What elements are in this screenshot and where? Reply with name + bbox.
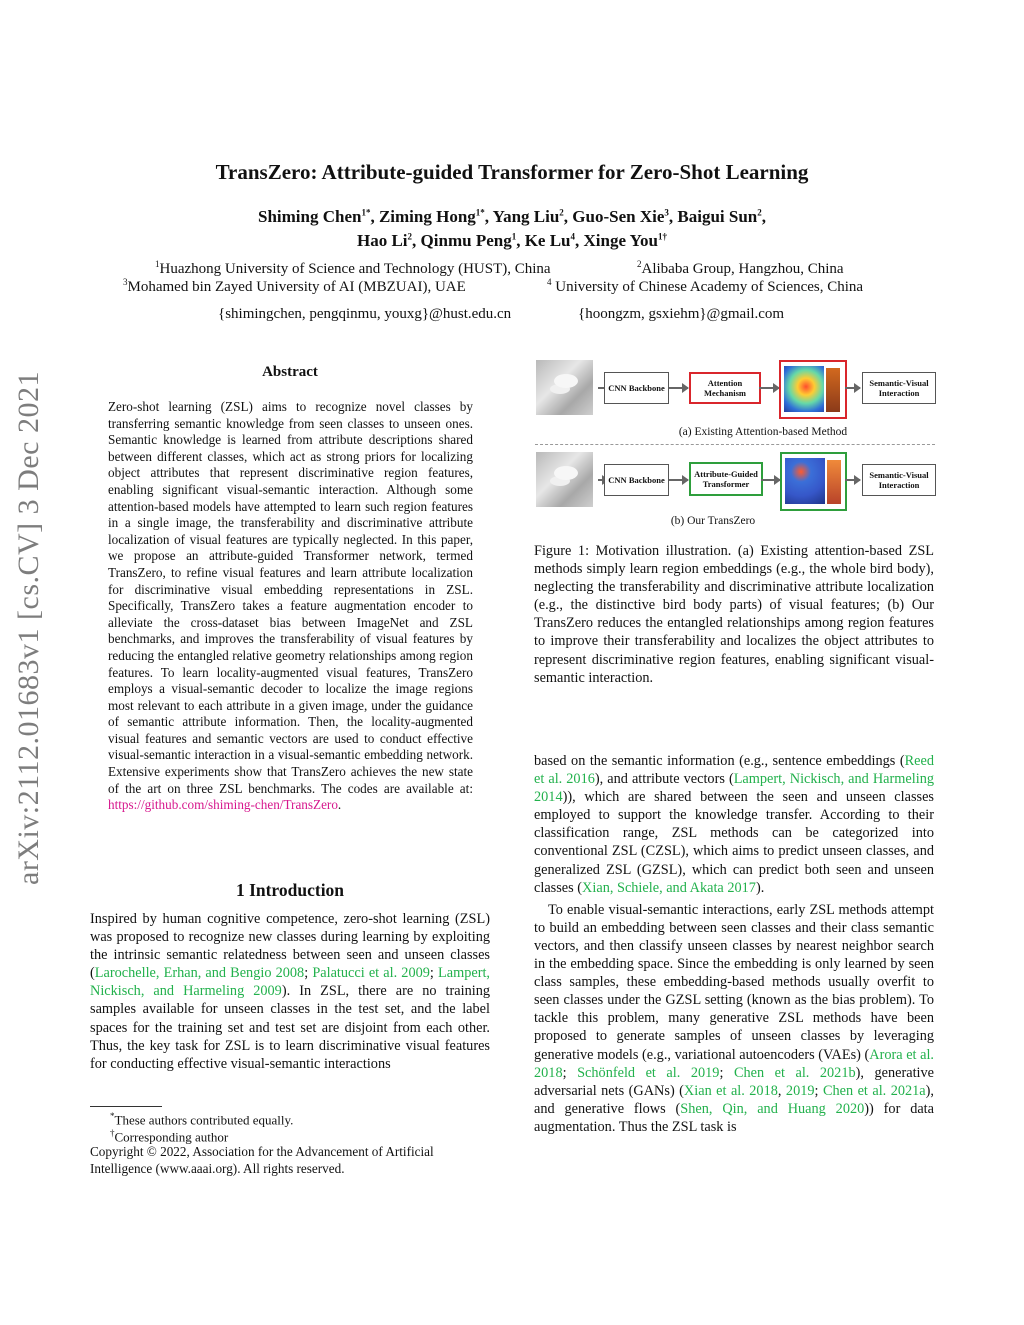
semantic-visual-box: Semantic-Visual Interaction bbox=[862, 464, 936, 496]
author: Qinmu Peng bbox=[420, 231, 512, 250]
code-link[interactable]: https://github.com/shiming-chen/TransZero bbox=[108, 797, 338, 813]
aff-sup: 2 bbox=[637, 259, 642, 269]
figure-1 bbox=[533, 352, 937, 536]
text: ; bbox=[429, 965, 438, 982]
citation[interactable]: 2019 bbox=[785, 1082, 815, 1099]
text: )), which are shared between the seen and unseen classes employed to support the knowledge transfer. According to their classification range, ZSL methods can be categorized into conventional ZSL (CZSL), which aims to predict unseen classes, and generalized ZSL (GZSL), which can predict both seen and unseen classes ( bbox=[534, 789, 934, 896]
author: Guo-Sen Xie bbox=[572, 207, 665, 226]
footnote-text: These authors contributed equally. bbox=[114, 1112, 294, 1128]
arrow-icon bbox=[761, 479, 780, 481]
intro-paragraph bbox=[90, 910, 490, 1073]
text: ; bbox=[719, 1064, 734, 1081]
section-heading-introduction: 1 Introduction bbox=[235, 880, 345, 900]
figure-divider bbox=[535, 444, 935, 445]
citation[interactable]: Arora et al. 2018 bbox=[534, 1046, 934, 1081]
footnote-2 bbox=[110, 1128, 228, 1145]
author: Ziming Hong bbox=[378, 207, 476, 226]
citation[interactable]: Lampert, Nickisch, and Harmeling 2014 bbox=[534, 771, 934, 806]
bird-image bbox=[536, 452, 593, 507]
text: , bbox=[777, 1082, 786, 1099]
author-sup: 1* bbox=[475, 207, 485, 218]
citation[interactable]: Shen, Qin, and Huang 2020 bbox=[680, 1100, 865, 1117]
author-sup: 2 bbox=[407, 231, 413, 242]
arrow-icon bbox=[845, 479, 860, 481]
localization-heatmap bbox=[785, 458, 825, 504]
text: ; bbox=[562, 1064, 578, 1081]
author-sup: 2 bbox=[559, 207, 564, 218]
text: ; bbox=[304, 965, 313, 982]
author: Xinge You bbox=[583, 231, 658, 250]
text: based on the semantic information (e.g., sentence embeddings ( bbox=[534, 753, 905, 769]
citation[interactable]: Chen et al. 2021b bbox=[733, 1064, 856, 1081]
author-sup: 3 bbox=[664, 207, 669, 218]
cnn-backbone-box: CNN Backbone bbox=[604, 464, 669, 496]
attention-heatmap bbox=[784, 366, 824, 412]
authors-line-1: Shiming Chen$^{1*}$, Ziming Hong$^{1*}$, Yang Liu$^2$, Guo-Sen Xie$^3$, Baigui Sun$^2$, bbox=[258, 207, 766, 226]
arrow-icon bbox=[845, 387, 860, 389]
text: ). bbox=[755, 879, 765, 896]
subcaption-b: (b) Our TransZero bbox=[670, 515, 756, 527]
abstract-text: Zero-shot learning (ZSL) aims to recognize novel classes by transferring semantic knowledge from seen classes to unseen ones. Semantic knowledge is learned from attribute descriptions shared between different classes, which act as strong priors for localizing object attributes that represent discriminative region features, enabling significant visual-semantic interaction. Although some attention-based models have attempted to learn such region features in a single image, the transferability and discriminative attribute localization of visual features are typically neglected. In this paper, we propose an attribute-guided Transformer network, termed TransZero, to refine visual features and learn attribute localization for discriminative visual embedding representations in ZSL. Specifically, TransZero takes a feature augmentation encoder to alleviate the cross-dataset bias between ImageNet and ZSL benchmarks, and improves the transferability of visual features by reducing the entangled relative geometry relationships among region features. To learn locality-augmented visual features, TransZero employs a visual-semantic decoder to localize the image regions most relevant to each attribute in a given image, under the guidance of semantic attribute information. Then, the locality-augmented visual features and semantic vectors are used to conduct effective visual-semantic interaction in a visual-semantic embedding network. Extensive experiments show that TransZero achieves the new state of the art on three ZSL benchmarks. The codes are available at: bbox=[108, 399, 473, 796]
aff-text: University of Chinese Academy of Sciences, China bbox=[551, 279, 864, 295]
text: ), generative adversarial nets (GANs) ( bbox=[534, 1064, 935, 1099]
text: To enable visual-semantic interactions, early ZSL methods attempt to build an embedding between seen classes and their class semantic vectors, and then classify unseen classes by nearest neighbor search in the embedding space. Since the embedding is only learned by seen class samples, these embedding-based methods usually overfit to seen classes under the GZSL setting (known as the bias problem). To tackle this problem, many generative ZSL methods have been proposed to generate samples of unseen classes by leveraging generative models (e.g., variational autoencoders (VAEs) ( bbox=[534, 901, 934, 1063]
author-sup: 1* bbox=[361, 207, 371, 218]
text: )) for data augmentation. Thus the ZSL task is bbox=[534, 1100, 935, 1135]
email-hust: {shimingchen, pengqinmu, youxg}@hust.edu.cn bbox=[218, 306, 512, 322]
attention-heatmap-stack bbox=[826, 368, 840, 412]
citation[interactable]: Chen et al. 2021a bbox=[822, 1082, 926, 1099]
affiliation-4 bbox=[547, 277, 863, 296]
footnote-mark: * bbox=[110, 1111, 115, 1121]
citation[interactable]: Xian, Schiele, and Akata 2017 bbox=[582, 879, 756, 896]
bird-image bbox=[536, 360, 593, 415]
paper-title: TransZero: Attribute-guided Transformer for Zero-Shot Learning bbox=[215, 160, 809, 184]
arrow-icon bbox=[759, 387, 779, 389]
localization-map-frame bbox=[780, 452, 847, 511]
figure-1-caption: Figure 1: Motivation illustration. (a) Existing attention-based ZSL methods simply learn region embeddings (e.g., the whole bird body), neglecting the transferability and discriminative attribute localization (e.g., the distinctive bird body parts) of visual features; (b) Our TransZero reduces the entangled relationships among region features to improve their transferability and localizes the object attributes to represent discriminative region features, enabling significant visual-semantic interaction. bbox=[534, 543, 934, 686]
attention-mechanism-box: Attention Mechanism bbox=[689, 372, 761, 404]
authors-line-2: Hao Li$^2$, Qinmu Peng$^1$, Ke Lu$^4$, Xinge You$^{1\dagger}$ bbox=[357, 231, 667, 250]
subcaption-a: (a) Existing Attention-based Method bbox=[678, 426, 848, 438]
author-sup: 1 bbox=[511, 231, 517, 242]
text: ), and generative flows ( bbox=[534, 1082, 934, 1117]
right-column-text bbox=[534, 752, 934, 1136]
author-sup: 2 bbox=[757, 207, 762, 218]
attribute-guided-transformer-box: Attribute-Guided Transformer bbox=[689, 462, 763, 496]
author-sup: 1† bbox=[657, 231, 667, 242]
author-sup: 4 bbox=[570, 231, 576, 242]
author: Yang Liu bbox=[492, 207, 560, 226]
text: ), and attribute vectors ( bbox=[594, 771, 734, 788]
aff-text: Mohamed bin Zayed University of AI (MBZUAI), UAE bbox=[127, 279, 466, 295]
text: Inspired by human cognitive competence, zero-shot learning (ZSL) was proposed to recognize new classes during learning by exploiting the intrinsic semantic relatedness between seen and unseen classes ( bbox=[90, 911, 490, 982]
aff-sup: 3 bbox=[123, 277, 128, 287]
citation[interactable]: Schönfeld et al. 2019 bbox=[577, 1064, 720, 1081]
text: ). In ZSL, there are no training samples available for unseen classes in the test set, and the label spaces for the training set and test set are disjoint from each other. Thus, the key task for ZSL is to learn discriminative visual features for conducting effective visual-semantic interactions bbox=[90, 983, 490, 1072]
citation[interactable]: Larochelle, Erhan, and Bengio 2008 bbox=[94, 965, 305, 982]
semantic-visual-box: Semantic-Visual Interaction bbox=[862, 372, 936, 404]
copyright-notice: Copyright © 2022, Association for the Advancement of Artificial Intelligence (www.aaai.org). All rights reserved. bbox=[90, 1144, 434, 1176]
attention-map-frame bbox=[779, 360, 847, 419]
footnote-text: Corresponding author bbox=[114, 1129, 229, 1145]
cnn-backbone-box: CNN Backbone bbox=[604, 372, 669, 404]
affiliation-1 bbox=[155, 259, 551, 278]
arrow-icon bbox=[669, 387, 688, 389]
aff-sup: 4 bbox=[547, 277, 552, 287]
arrow-icon bbox=[669, 479, 688, 481]
aff-text: Huazhong University of Science and Technology (HUST), China bbox=[159, 261, 551, 277]
affiliation-3 bbox=[123, 277, 466, 296]
arxiv-stamp: arXiv:2112.01683v1 [cs.CV] 3 Dec 2021 bbox=[12, 371, 45, 885]
text: ; bbox=[814, 1082, 823, 1099]
author: Shiming Chen bbox=[258, 207, 362, 226]
author: Hao Li bbox=[357, 231, 408, 250]
footnote-1 bbox=[110, 1111, 293, 1128]
aff-sup: 1 bbox=[155, 259, 160, 269]
affiliation-2 bbox=[637, 259, 844, 278]
localization-heatmap-stack bbox=[827, 460, 841, 504]
citation[interactable]: Reed et al. 2016 bbox=[534, 753, 934, 788]
author: Ke Lu bbox=[524, 231, 571, 250]
abstract-heading: Abstract bbox=[262, 364, 318, 380]
aff-text: Alibaba Group, Hangzhou, China bbox=[641, 261, 844, 277]
citation[interactable]: Lampert, Nickisch, and Harmeling 2009 bbox=[90, 965, 491, 1000]
footnote-rule bbox=[90, 1106, 162, 1107]
citation[interactable]: Palatucci et al. 2009 bbox=[312, 965, 430, 982]
email-gmail: {hoongzm, gsxiehm}@gmail.com bbox=[578, 306, 785, 322]
footnote-mark: † bbox=[110, 1128, 115, 1138]
author: Baigui Sun bbox=[677, 207, 758, 226]
citation[interactable]: Xian et al. 2018 bbox=[683, 1082, 778, 1099]
abstract-body bbox=[108, 399, 473, 814]
abstract-end: . bbox=[337, 797, 342, 813]
